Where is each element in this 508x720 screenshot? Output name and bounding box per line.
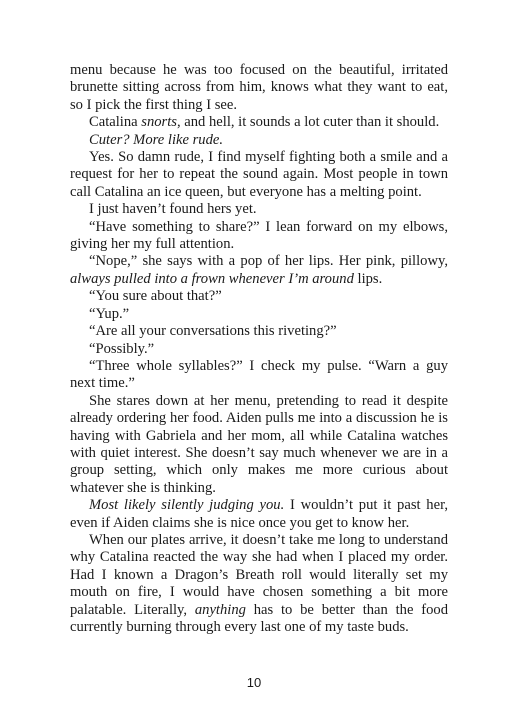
text-run: “Three whole syllables?” I check my pulse. “Warn a guy next time.” <box>70 357 448 392</box>
text-run: She stares down at her menu, pretending to read it despite already ordering her food. Aiden pulls me into a discussion he is having with Gabriela and her mom, all while Catalina watches with quiet interest. She doesn’t say much whenever we are in a group setting, which only makes me more curious about whatever she is thinking. <box>70 392 448 496</box>
italic-text: Most likely silently judging you. <box>89 497 285 514</box>
text-run: I wouldn’t put it past her, even if Aiden claims she is nice once you get to know her. <box>70 497 448 531</box>
text-run: menu because he was too focused on the beautiful, irritated brunette sitting across from him, knows what they want to eat, so I pick the first thing I see. <box>70 62 448 113</box>
italic-text: snorts <box>141 114 177 131</box>
text-run: “Yup.” <box>89 305 130 322</box>
text-run: When our plates arrive, it doesn’t take me long to understand why Catalina reacted the way she had when I placed my order. Had I known a Dragon’s Breath roll would literally set my mouth on fire, I would have chosen something a bit more palatable. Literally, <box>70 531 448 618</box>
paragraph <box>70 323 448 340</box>
text-run: lips. <box>353 270 383 287</box>
text-run: “Nope,” she says with a pop of her lips. Her pink, pillowy, <box>89 253 448 270</box>
italic-text: always pulled into a frown whenever I’m around <box>70 270 354 287</box>
text-run: “Are all your conversations this riveting?” <box>89 323 337 340</box>
paragraph <box>70 132 448 149</box>
text-run: Yes. So damn rude, I find myself fighting both a smile and a request for her to repeat the sound again. Most people in town call Catalina an ice queen, but everyone has a melting point. <box>70 149 448 200</box>
paragraph <box>70 62 448 114</box>
paragraph <box>70 201 448 218</box>
paragraph <box>70 253 448 288</box>
page-number: 10 <box>246 675 262 690</box>
paragraph <box>70 149 448 201</box>
paragraph <box>70 341 448 358</box>
paragraph <box>70 288 448 305</box>
text-run: Catalina <box>89 114 142 131</box>
text-run: I just haven’t found hers yet. <box>89 201 257 218</box>
text-run: has to be better than the food currently burning through every last one of my taste buds. <box>70 601 449 635</box>
italic-text: Cuter? More like rude. <box>89 131 224 148</box>
text-run: “You sure about that?” <box>89 288 222 305</box>
paragraph <box>70 497 448 532</box>
paragraph <box>70 532 448 636</box>
paragraph <box>70 114 448 131</box>
text-run: “Have something to share?” I lean forward on my elbows, giving her my full attention. <box>70 218 448 253</box>
text-run: , and hell, it sounds a lot cuter than it should. <box>176 114 440 131</box>
italic-text: anything <box>194 601 246 618</box>
body-text <box>70 62 448 636</box>
text-run: “Possibly.” <box>89 340 155 357</box>
paragraph <box>70 219 448 254</box>
paragraph <box>70 358 448 393</box>
paragraph <box>70 306 448 323</box>
paragraph <box>70 393 448 497</box>
